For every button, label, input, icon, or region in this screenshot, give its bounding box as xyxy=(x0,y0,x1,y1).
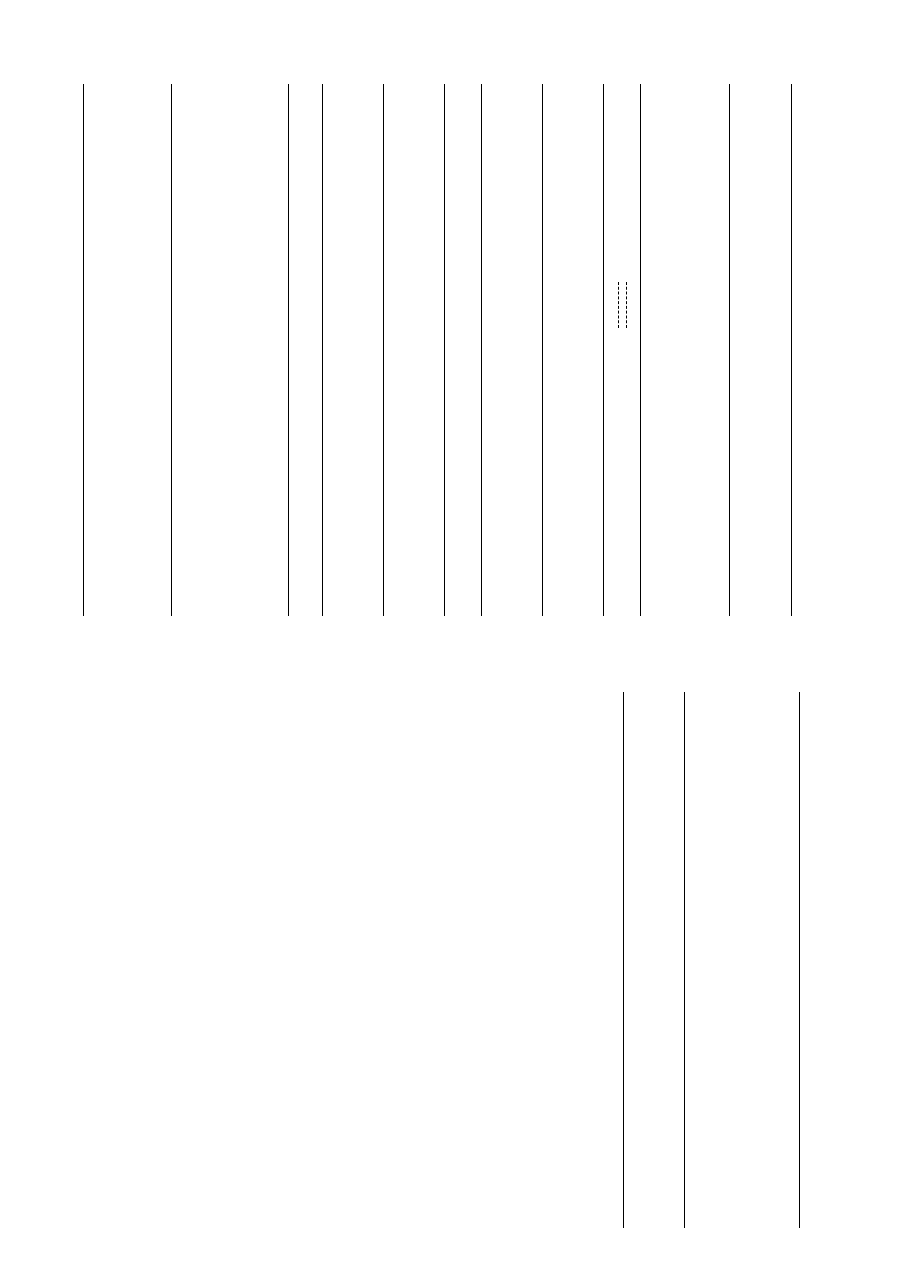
vertical-rule xyxy=(729,84,730,616)
vertical-rule xyxy=(444,84,445,616)
vertical-rule xyxy=(542,84,543,616)
dashed-mark xyxy=(626,282,627,328)
vertical-rule xyxy=(799,692,800,1228)
vertical-rule xyxy=(83,84,84,616)
vertical-rule xyxy=(684,692,685,1228)
dashed-mark xyxy=(618,282,619,328)
vertical-rule xyxy=(171,84,172,616)
vertical-rule xyxy=(481,84,482,616)
vertical-rule xyxy=(288,84,289,616)
vertical-rule xyxy=(322,84,323,616)
vertical-rule xyxy=(383,84,384,616)
vertical-rule xyxy=(640,84,641,616)
vertical-rule xyxy=(791,84,792,616)
vertical-rule xyxy=(603,84,604,616)
vertical-rule xyxy=(623,692,624,1228)
